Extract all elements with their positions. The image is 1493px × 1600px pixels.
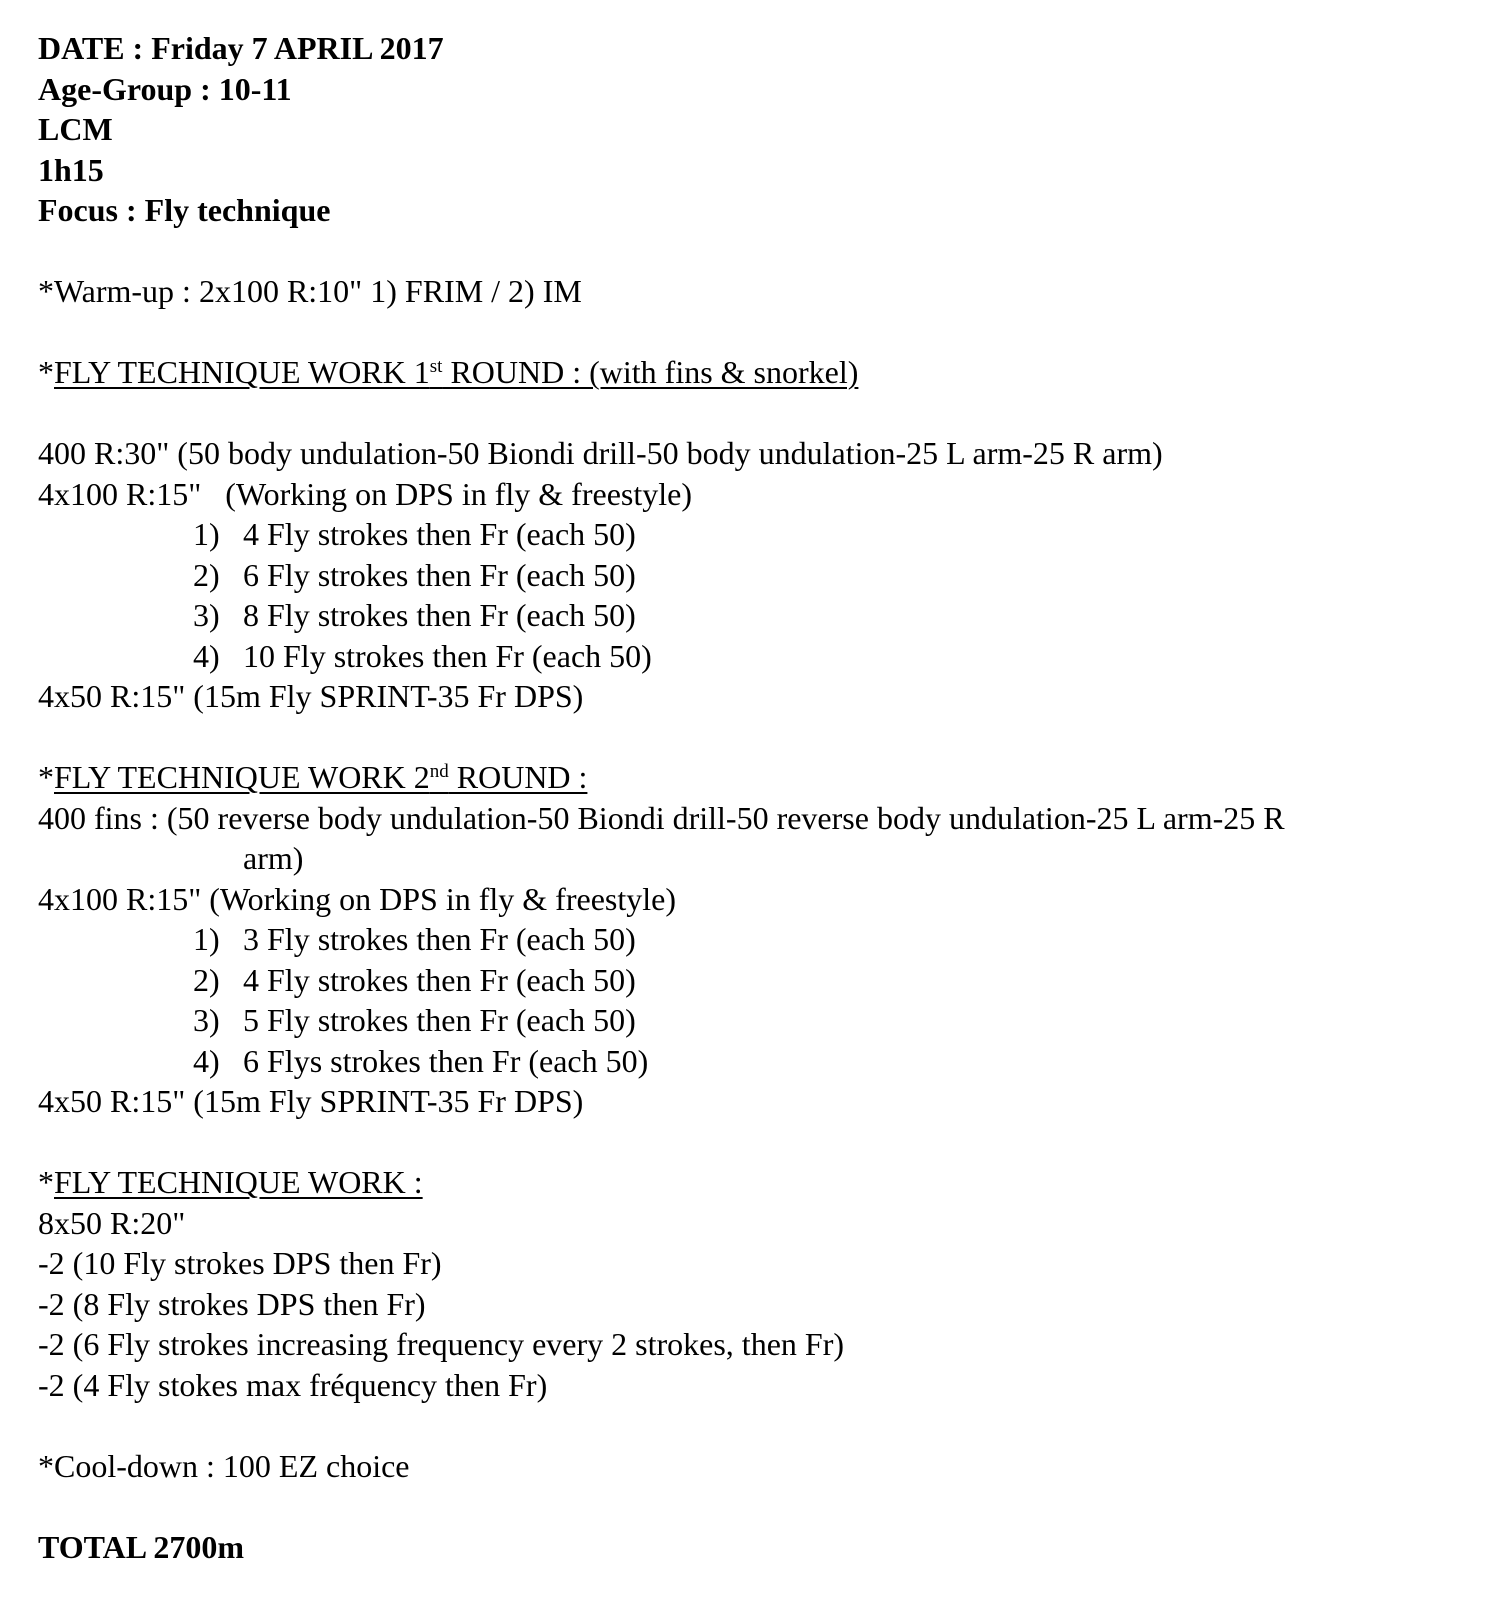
list-item — [38, 514, 1458, 555]
workout-document — [38, 28, 1458, 1567]
list-item-text: 6 Fly strokes then Fr (each 50) — [243, 556, 636, 593]
round2-heading-b: ROUND : — [448, 759, 588, 795]
round2-line3: 4x50 R:15" (15m Fly SPRINT-35 Fr DPS) — [38, 1083, 584, 1119]
list-item — [38, 595, 1458, 636]
list-item-number: 4) — [193, 637, 220, 674]
round3-line: -2 (10 Fly strokes DPS then Fr) — [38, 1245, 442, 1281]
spacer — [38, 1486, 1458, 1527]
list-item-text: 4 Fly strokes then Fr (each 50) — [243, 961, 636, 998]
round3-line: 8x50 R:20" — [38, 1204, 186, 1241]
date-line: DATE : Friday 7 APRIL 2017 — [38, 30, 444, 66]
round3-line: -2 (4 Fly stokes max fréquency then Fr) — [38, 1366, 548, 1403]
list-item-number: 4) — [193, 1042, 220, 1079]
list-item — [38, 919, 1458, 960]
round3-heading — [38, 1162, 1458, 1203]
round1-heading-prefix: * — [38, 354, 54, 390]
warmup-line: *Warm-up : 2x100 R:10" 1) FRIM / 2) IM — [38, 273, 582, 309]
spacer — [38, 231, 1458, 272]
spacer — [38, 1122, 1458, 1163]
round1-heading-a: FLY TECHNIQUE WORK 1 — [54, 354, 430, 390]
spacer — [38, 312, 1458, 353]
round2-heading-prefix: * — [38, 759, 54, 795]
spacer — [38, 717, 1458, 758]
list-item-text: 3 Fly strokes then Fr (each 50) — [243, 921, 636, 957]
round2-heading-a: FLY TECHNIQUE WORK 2 — [54, 759, 430, 795]
list-item-text: 5 Fly strokes then Fr (each 50) — [243, 1002, 636, 1038]
list-item-number: 2) — [193, 556, 220, 593]
list-item-text: 6 Flys strokes then Fr (each 50) — [243, 1042, 649, 1079]
pool-line: LCM — [38, 111, 113, 147]
focus-line: Focus : Fly technique — [38, 192, 331, 228]
list-item — [38, 636, 1458, 677]
round2-line1-continuation: arm) — [243, 840, 304, 876]
cooldown-line: *Cool-down : 100 EZ choice — [38, 1447, 410, 1484]
list-item-number: 2) — [193, 961, 220, 998]
spacer — [38, 1405, 1458, 1446]
round2-line2: 4x100 R:15" (Working on DPS in fly & freestyle) — [38, 880, 676, 917]
round2-heading — [38, 757, 1458, 798]
round1-line2: 4x100 R:15" (Working on DPS in fly & freestyle) — [38, 475, 692, 512]
duration-line: 1h15 — [38, 151, 104, 188]
list-item — [38, 960, 1458, 1001]
list-item — [38, 1000, 1458, 1041]
round3-line: -2 (8 Fly strokes DPS then Fr) — [38, 1285, 426, 1322]
list-item-text: 10 Fly strokes then Fr (each 50) — [243, 637, 652, 674]
list-item-text: 8 Fly strokes then Fr (each 50) — [243, 597, 636, 633]
list-item-number: 3) — [193, 1002, 220, 1038]
round3-heading-underlined: FLY TECHNIQUE WORK : — [54, 1164, 423, 1200]
round1-heading-underlined — [54, 354, 858, 390]
round2-line1: 400 fins : (50 reverse body undulation-50 Biondi drill-50 reverse body undulation-25 L arm-25 R — [38, 799, 1285, 836]
list-item-number: 3) — [193, 597, 220, 633]
round3-line: -2 (6 Fly strokes increasing frequency every 2 strokes, then Fr) — [38, 1326, 844, 1362]
round3-heading-prefix: * — [38, 1164, 54, 1200]
age-group-line: Age-Group : 10-11 — [38, 70, 292, 107]
spacer — [38, 393, 1458, 434]
total-line: TOTAL 2700m — [38, 1528, 244, 1565]
list-item-text: 4 Fly strokes then Fr (each 50) — [243, 516, 636, 552]
list-item-number: 1) — [193, 921, 220, 957]
list-item — [38, 555, 1458, 596]
round1-heading-sup: st — [429, 356, 443, 377]
round1-heading — [38, 352, 1458, 393]
list-item — [38, 1041, 1458, 1082]
round1-line3: 4x50 R:15" (15m Fly SPRINT-35 Fr DPS) — [38, 678, 584, 714]
round2-heading-sup: nd — [429, 761, 449, 782]
round1-heading-b: ROUND : (with fins & snorkel) — [442, 354, 859, 390]
round2-heading-underlined — [54, 759, 587, 795]
round1-line1: 400 R:30" (50 body undulation-50 Biondi drill-50 body undulation-25 L arm-25 R arm) — [38, 435, 1163, 471]
list-item-number: 1) — [193, 516, 220, 552]
